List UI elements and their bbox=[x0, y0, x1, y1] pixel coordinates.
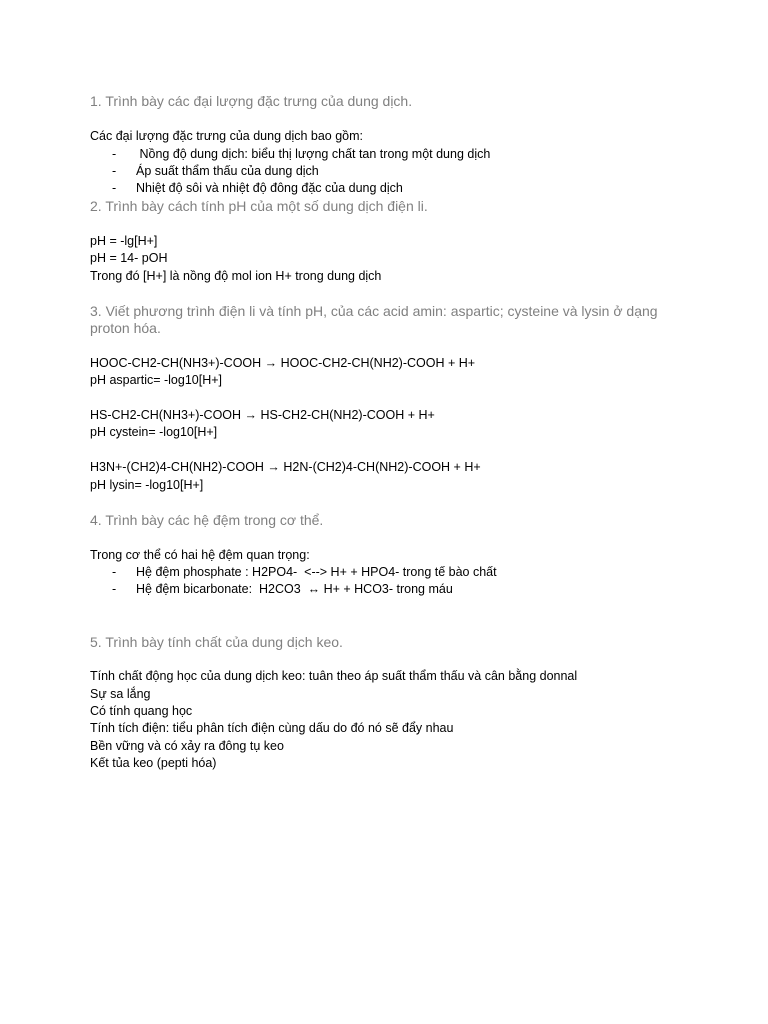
bullet-dash: - bbox=[112, 181, 117, 195]
section-2-line-2: pH = 14- pOH bbox=[90, 251, 168, 265]
section-1-intro: Các đại lượng đặc trưng của dung dịch bao gồm: bbox=[90, 129, 364, 143]
section-3-heading: 3. Viết phương trình điện li và tính pH, của các acid amin: aspartic; cysteine và lysin ở dạng proton hóa. bbox=[90, 303, 658, 336]
section-2-line-1: pH = -lg[H+] bbox=[90, 234, 158, 248]
section-3-line-3: HS-CH2-CH(NH3+)-COOH → HS-CH2-CH(NH2)-COOH + H+ bbox=[90, 408, 435, 422]
bullet-dash: - bbox=[112, 147, 117, 161]
bullet-text: Hệ đệm phosphate : H2PO4- <--> H+ + HPO4- trong tế bào chất bbox=[136, 565, 497, 579]
section-4-intro: Trong cơ thể có hai hệ đệm quan trọng: bbox=[90, 548, 310, 562]
bullet-text: Nồng độ dung dịch: biểu thị lượng chất tan trong một dung dịch bbox=[136, 147, 491, 161]
bullet-text: Nhiệt độ sôi và nhiệt độ đông đặc của dung dịch bbox=[136, 181, 403, 195]
section-5-line-4: Tính tích điện: tiểu phân tích điện cùng dấu do đó nó sẽ đẩy nhau bbox=[90, 721, 454, 735]
bullet-dash: - bbox=[112, 164, 117, 178]
section-2-heading: 2. Trình bày cách tính pH của một số dung dịch điện li. bbox=[90, 198, 428, 214]
section-5-line-3: Có tính quang học bbox=[90, 704, 193, 718]
section-3-line-4: pH cystein= -log10[H+] bbox=[90, 425, 218, 439]
section-1-heading: 1. Trình bày các đại lượng đặc trưng của dung dịch. bbox=[90, 93, 413, 109]
section-3-line-5: H3N+-(CH2)4-CH(NH2)-COOH → H2N-(CH2)4-CH(NH2)-COOH + H+ bbox=[90, 460, 481, 474]
section-5-line-2: Sự sa lắng bbox=[90, 687, 151, 701]
section-3-line-6: pH lysin= -log10[H+] bbox=[90, 478, 204, 492]
bullet-text: Hệ đệm bicarbonate: H2CO3 ↔ H+ + HCO3- trong máu bbox=[136, 582, 453, 596]
section-2-line-3: Trong đó [H+] là nồng độ mol ion H+ trong dung dịch bbox=[90, 269, 382, 283]
bullet-text: Áp suất thẩm thấu của dung dịch bbox=[136, 164, 319, 178]
section-5-line-1: Tính chất động học của dung dịch keo: tuân theo áp suất thẩm thấu và cân bằng donnal bbox=[90, 669, 578, 683]
section-3-line-1: HOOC-CH2-CH(NH3+)-COOH → HOOC-CH2-CH(NH2)-COOH + H+ bbox=[90, 356, 476, 370]
section-4-heading: 4. Trình bày các hệ đệm trong cơ thể. bbox=[90, 512, 324, 528]
section-3-line-2: pH aspartic= -log10[H+] bbox=[90, 373, 223, 387]
bullet-dash: - bbox=[112, 565, 117, 579]
section-5-line-5: Bền vững và có xảy ra đông tụ keo bbox=[90, 739, 284, 753]
bullet-dash: - bbox=[112, 582, 117, 596]
section-5-line-6: Kết tủa keo (pepti hóa) bbox=[90, 756, 217, 770]
section-5-heading: 5. Trình bày tính chất của dung dịch keo. bbox=[90, 634, 343, 650]
